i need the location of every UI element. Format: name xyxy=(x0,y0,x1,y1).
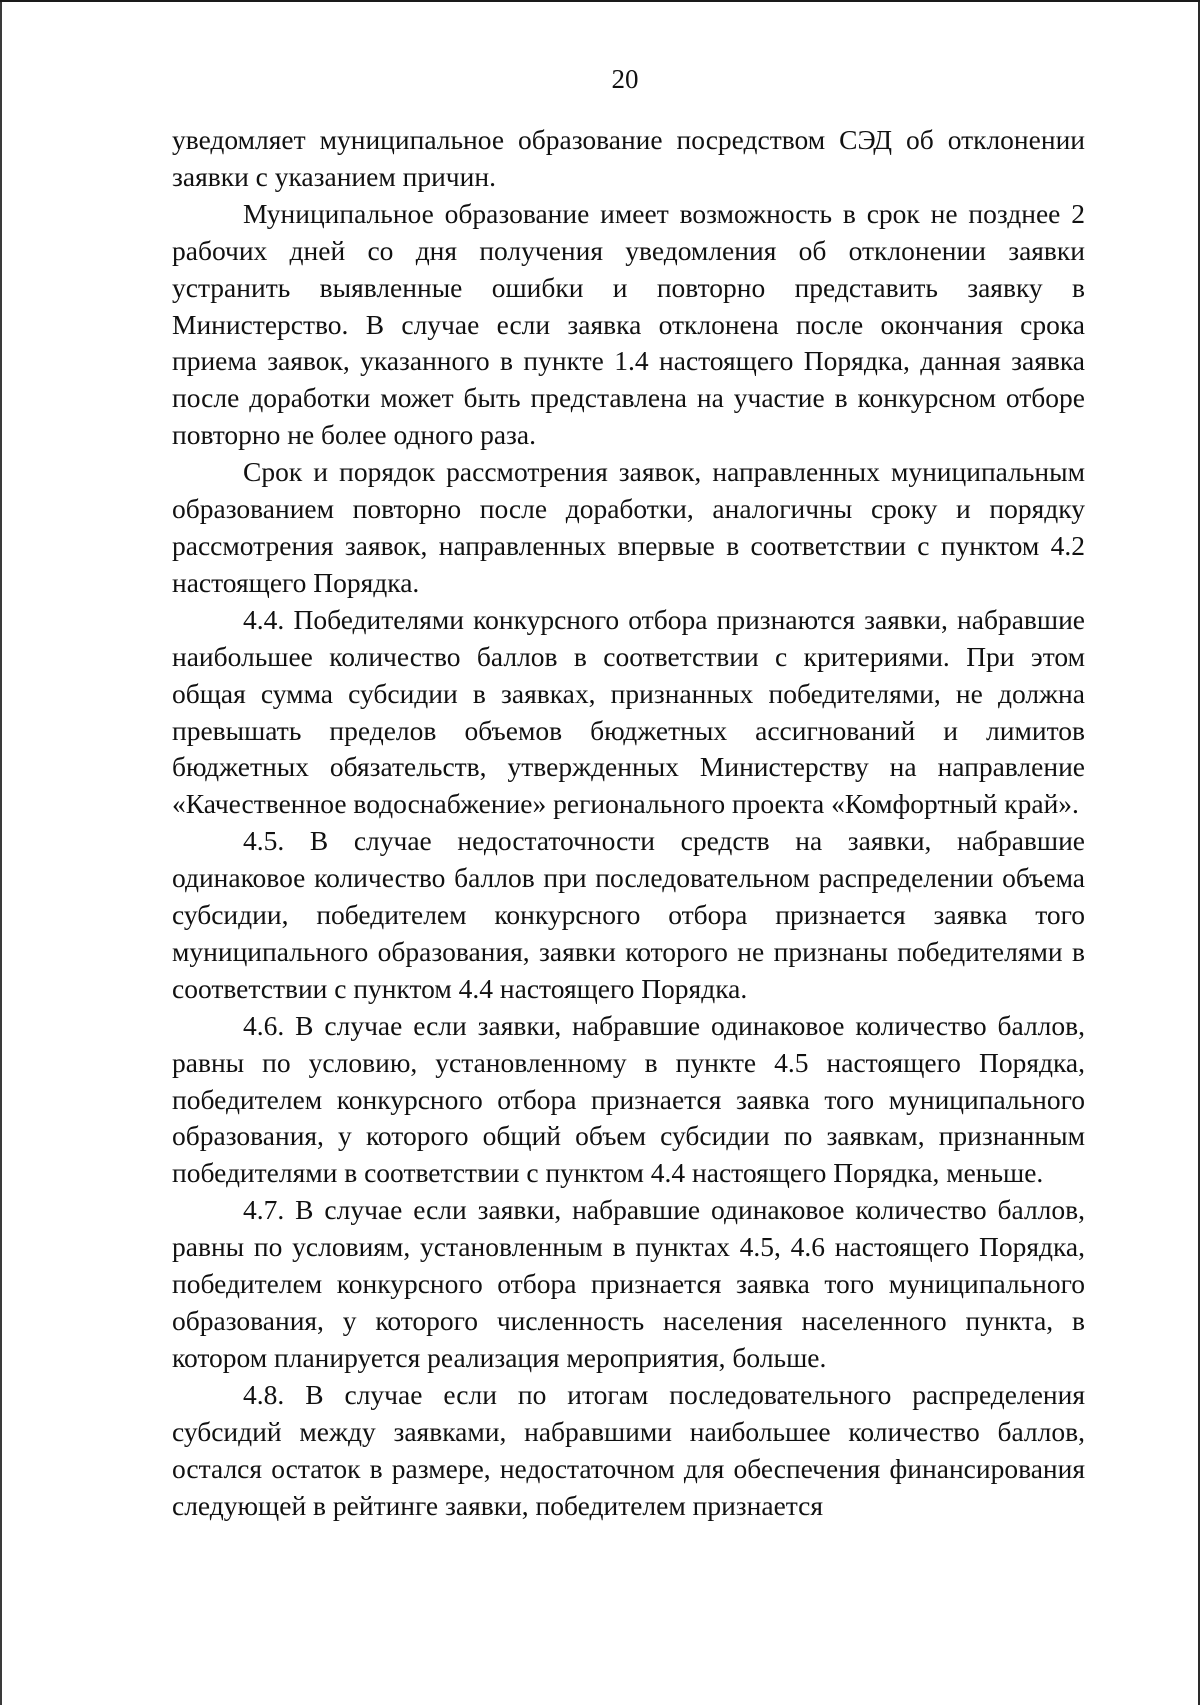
paragraph-4-4: 4.4. Победителями конкурсного отбора признаются заявки, набравшие наибольшее количество баллов в соответствии с критериями. При этом общая сумма субсидии в заявках, признанных победителями, не должна превышать пределов объемов бюджетных ассигнований и лимитов бюджетных обязательств, утвержденных Министерству на направление «Качественное водоснабжение» регионального проекта «Комфортный край». xyxy=(172,603,1085,820)
scan-edge-left xyxy=(0,2,2,1705)
paragraph-4-5: 4.5. В случае недостаточности средств на заявки, набравшие одинаковое количество баллов при последовательном распределении объема субсидии, победителем конкурсного отбора признается заявка того муниципального образования, заявки которого не признаны победителями в соответствии с пунктом 4.4 настоящего Порядка. xyxy=(172,825,1085,1004)
page-number: 20 xyxy=(611,64,639,94)
paragraph-continuation: уведомляет муниципальное образование посредством СЭД об отклонении заявки с указанием причин. xyxy=(172,124,1085,192)
paragraph-resubmission: Муниципальное образование имеет возможность в срок не позднее 2 рабочих дней со дня получения уведомления об отклонении заявки устранить выявленные ошибки и повторно представить заявку в Министерство. В случае если заявка отклонена после окончания срока приема заявок, указанного в пункте 1.4 настоящего Порядка, данная заявка после доработки может быть представлена на участие в конкурсном отборе повторно не более одного раза. xyxy=(172,197,1085,451)
document-body xyxy=(172,122,1085,1524)
paragraph-review-terms: Срок и порядок рассмотрения заявок, направленных муниципальным образованием повторно после доработки, аналогичны сроку и порядку рассмотрения заявок, направленных впервые в соответствии с пунктом 4.2 настоящего Порядка. xyxy=(172,456,1085,598)
paragraph-4-7: 4.7. В случае если заявки, набравшие одинаковое количество баллов, равны по условиям, установленным в пунктах 4.5, 4.6 настоящего Порядка, победителем конкурсного отбора признается заявка того муниципального образования, у которого численность населения населенного пункта, в котором планируется реализация мероприятия, больше. xyxy=(172,1194,1085,1373)
paragraph-4-8: 4.8. В случае если по итогам последовательного распределения субсидий между заявками, набравшими наибольшее количество баллов, остался остаток в размере, недостаточном для обеспечения финансирования следующей в рейтинге заявки, победителем признается xyxy=(172,1378,1085,1521)
paragraph-4-6: 4.6. В случае если заявки, набравшие одинаковое количество баллов, равны по условию, установленному в пункте 4.5 настоящего Порядка, победителем конкурсного отбора признается заявка того муниципального образования, у которого общий объем субсидии по заявкам, признанным победителями в соответствии с пунктом 4.4 настоящего Порядка, меньше. xyxy=(172,1009,1085,1189)
